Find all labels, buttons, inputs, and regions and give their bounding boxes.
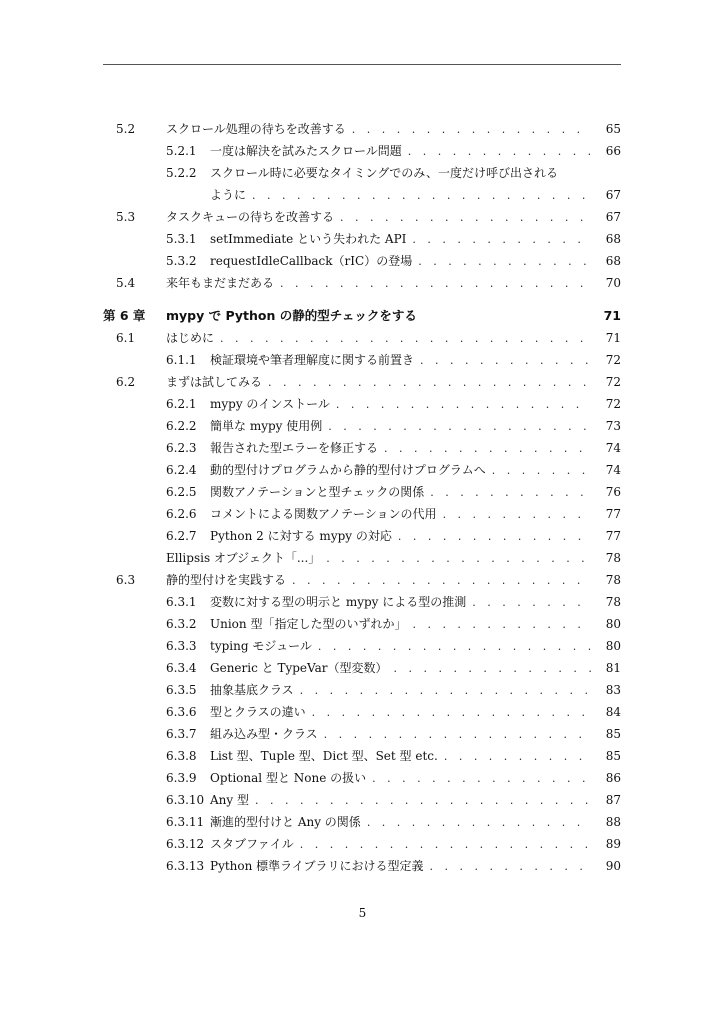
toc-entry[interactable] [0, 591, 725, 613]
toc-entry-title: 静的型付けを実践する [166, 573, 287, 587]
toc-entry-number: 6.3.4 [166, 661, 197, 675]
leader-dots [220, 328, 591, 350]
toc-entry[interactable] [0, 569, 725, 591]
toc-entry-number: 6.3.12 [166, 837, 205, 851]
toc-entry[interactable] [0, 503, 725, 525]
toc-entry-title: typing モジュール [210, 639, 312, 653]
toc-entry-page: 83 [605, 683, 621, 697]
toc-entry-page: 89 [605, 837, 621, 851]
toc-entry[interactable] [0, 393, 725, 415]
toc-entry-title: Python 2 に対する mypy の対応 [210, 529, 392, 543]
toc-chapter-entry[interactable] [0, 305, 725, 327]
toc-entry[interactable] [0, 723, 725, 745]
leader-dots [300, 834, 591, 856]
toc-entry-page: 74 [605, 441, 621, 455]
leader-dots [268, 372, 591, 394]
toc-entry-number: 6.3.7 [166, 727, 197, 741]
toc-entry-number: 6.3.2 [166, 617, 197, 631]
toc-entry-title: 関数アノテーションと型チェックの関係 [210, 485, 425, 499]
page-number: 5 [358, 906, 367, 920]
toc-entry[interactable] [0, 118, 725, 140]
toc-entry-number: 6.2.7 [166, 529, 197, 543]
leader-dots [430, 482, 591, 504]
toc-entry-page: 78 [605, 551, 621, 565]
toc-entry[interactable] [0, 745, 725, 767]
toc-entry-page: 85 [605, 749, 621, 763]
toc-entry-title: Ellipsis オブジェクト「...」 [166, 551, 321, 565]
toc-entry-page: 84 [605, 705, 621, 719]
leader-dots [420, 350, 591, 372]
toc-entry-number: 5.2.1 [166, 144, 197, 158]
toc-entry-page: 87 [605, 793, 621, 807]
leader-dots [300, 680, 591, 702]
leader-dots [443, 504, 591, 526]
toc-entry-page: 66 [605, 144, 621, 158]
toc-entry-number: 5.3.2 [166, 254, 197, 268]
toc-entry-title: 漸進的型付けと Any の関係 [210, 815, 361, 829]
toc-entry-title: 報告された型エラーを修正する [210, 441, 379, 455]
leader-dots [412, 229, 591, 251]
toc-entry[interactable] [0, 701, 725, 723]
toc-entry-number: 6.1 [116, 331, 136, 345]
toc-entry-page: 88 [605, 815, 621, 829]
toc-entry[interactable] [0, 162, 725, 184]
leader-dots [312, 702, 591, 724]
toc-entry-page: 65 [605, 122, 621, 136]
leader-dots [367, 812, 591, 834]
toc-entry[interactable] [0, 833, 725, 855]
toc-entry-number: 6.2.5 [166, 485, 197, 499]
toc-entry-page: 71 [603, 308, 621, 323]
toc-entry[interactable] [0, 657, 725, 679]
toc-entry-number: 第 6 章 [103, 308, 146, 323]
toc-entry-title: 変数に対する型の明示と mypy による型の推測 [210, 595, 467, 609]
leader-dots [418, 251, 591, 273]
toc-entry-title: 一度は解決を試みたスクロール問題 [210, 144, 402, 158]
toc-entry[interactable] [0, 349, 725, 371]
toc-entry-title: まずは試してみる [166, 375, 263, 389]
toc-entry-number: 6.3.8 [166, 749, 197, 763]
toc-entry[interactable] [0, 437, 725, 459]
header-rule [103, 64, 621, 65]
toc-entry-number: 5.2.2 [166, 166, 197, 180]
leader-dots [398, 526, 591, 548]
toc-entry-page: 90 [605, 859, 621, 873]
toc-entry-number: 5.4 [116, 276, 136, 290]
toc-entry-title: 簡単な mypy 使用例 [210, 419, 323, 433]
leader-dots [324, 724, 591, 746]
toc-entry-page: 67 [605, 210, 621, 224]
toc-entry-number: 6.3.5 [166, 683, 197, 697]
toc-entry-page: 80 [605, 617, 621, 631]
toc-entry-title: Any 型 [210, 793, 249, 807]
leader-dots [444, 746, 591, 768]
leader-dots [252, 185, 591, 207]
toc-entry-page: 85 [605, 727, 621, 741]
toc-entry-page: 68 [605, 232, 621, 246]
toc-entry-number: 6.2.4 [166, 463, 197, 477]
toc-entry-page: 76 [605, 485, 621, 499]
toc-entry[interactable] [0, 206, 725, 228]
toc-entry-title: スクロール処理の待ちを改善する [166, 122, 346, 136]
leader-dots [412, 614, 591, 636]
toc-entry[interactable] [0, 547, 725, 569]
toc-entry-title: 動的型付けプログラムから静的型付けプログラムへ [210, 463, 486, 477]
toc-entry[interactable] [0, 679, 725, 701]
toc-entry-page: 77 [605, 529, 621, 543]
toc-entry-number: 5.3 [116, 210, 136, 224]
leader-dots [393, 658, 591, 680]
leader-dots [384, 438, 591, 460]
toc-entry-title: 抽象基底クラス [210, 683, 294, 697]
toc-entry[interactable] [0, 855, 725, 877]
toc-entry-title: スクロール時に必要なタイミングでのみ、一度だけ呼び出される [210, 166, 559, 180]
toc-entry-number: 6.3.6 [166, 705, 197, 719]
toc-entry-title: はじめに [166, 331, 215, 345]
toc-entry-title: Python 標準ライブラリにおける型定義 [210, 859, 424, 873]
toc-entry-title: Union 型「指定した型のいずれか」 [210, 617, 407, 631]
toc-entry-page: 78 [605, 595, 621, 609]
toc-entry-title: requestIdleCallback（rIC）の登場 [210, 254, 413, 268]
leader-dots [472, 592, 591, 614]
toc-entry-page: 68 [605, 254, 621, 268]
toc-entry-title: List 型、Tuple 型、Dict 型、Set 型 etc. [210, 749, 438, 763]
toc-entry-page: 72 [605, 397, 621, 411]
toc-entry[interactable] [0, 371, 725, 393]
toc-entry-title-continuation: ように [210, 188, 247, 202]
toc-entry-title: 来年もまだまだある [166, 276, 275, 290]
toc-entry[interactable] [0, 811, 725, 833]
toc-entry-page: 70 [605, 276, 621, 290]
leader-dots [408, 141, 591, 163]
leader-dots [429, 856, 591, 878]
toc-entry-title: コメントによる関数アノテーションの代用 [210, 507, 437, 521]
leader-dots [372, 768, 591, 790]
toc-entry-number: 5.3.1 [166, 232, 197, 246]
toc-entry[interactable] [0, 459, 725, 481]
toc-entry-page: 72 [605, 375, 621, 389]
toc-entry-page: 77 [605, 507, 621, 521]
toc-entry[interactable] [0, 327, 725, 349]
leader-dots [292, 570, 591, 592]
toc-entry-page: 81 [605, 661, 621, 675]
toc-entry[interactable] [0, 525, 725, 547]
leader-dots [336, 394, 591, 416]
toc-entry-number: 6.3 [116, 573, 136, 587]
toc-entry-number: 6.2.3 [166, 441, 197, 455]
toc-entry-page: 86 [605, 771, 621, 785]
toc-entry-title: Generic と TypeVar（型変数） [210, 661, 388, 675]
toc-entry[interactable] [0, 228, 725, 250]
leader-dots [255, 790, 591, 812]
leader-dots [280, 273, 591, 295]
toc-entry[interactable] [0, 140, 725, 162]
toc-entry-title: mypy で Python の静的型チェックをする [166, 308, 417, 323]
toc-entry-title: 組み込み型・クラス [210, 727, 318, 741]
toc-entry[interactable] [0, 613, 725, 635]
toc-entry[interactable] [0, 415, 725, 437]
toc-entry[interactable] [0, 250, 725, 272]
toc-entry-title: タスクキューの待ちを改善する [166, 210, 335, 224]
toc-entry-page: 71 [605, 331, 621, 345]
toc-entry-page: 67 [605, 188, 621, 202]
leader-dots [352, 119, 591, 141]
toc-entry-number: 6.3.9 [166, 771, 197, 785]
toc-entry-title: スタブファイル [210, 837, 294, 851]
toc-entry[interactable] [0, 272, 725, 294]
toc-entry-number: 6.3.1 [166, 595, 197, 609]
toc-entry-number: 6.3.10 [166, 793, 205, 807]
toc-entry-number: 5.2 [116, 122, 136, 136]
toc-entry-title: 検証環境や筆者理解度に関する前置き [210, 353, 415, 367]
leader-dots [492, 460, 591, 482]
toc-entry-page: 74 [605, 463, 621, 477]
leader-dots [328, 416, 591, 438]
toc-entry-number: 6.3.13 [166, 859, 205, 873]
toc-entry-continuation[interactable] [0, 184, 725, 206]
leader-dots [340, 207, 591, 229]
toc-entry-page: 80 [605, 639, 621, 653]
toc-entry-page: 78 [605, 573, 621, 587]
toc-entry[interactable] [0, 767, 725, 789]
toc-entry-number: 6.3.11 [166, 815, 205, 829]
toc-entry-title: setImmediate という失われた API [210, 232, 407, 246]
toc-entry-number: 6.3.3 [166, 639, 197, 653]
toc-entry-number: 6.2.1 [166, 397, 197, 411]
toc-entry-number: 6.1.1 [166, 353, 197, 367]
toc-entry-page: 72 [605, 353, 621, 367]
toc-entry-page: 73 [605, 419, 621, 433]
toc-entry-number: 6.2.6 [166, 507, 197, 521]
toc-entry[interactable] [0, 789, 725, 811]
toc-entry-number: 6.2 [116, 375, 136, 389]
toc-entry-title: 型とクラスの違い [210, 705, 306, 719]
toc-entry[interactable] [0, 481, 725, 503]
toc-entry-title: Optional 型と None の扱い [210, 771, 367, 785]
toc-entry[interactable] [0, 635, 725, 657]
leader-dots [326, 548, 591, 570]
toc-entry-title: mypy のインストール [210, 397, 330, 411]
leader-dots [318, 636, 591, 658]
toc-entry-number: 6.2.2 [166, 419, 197, 433]
